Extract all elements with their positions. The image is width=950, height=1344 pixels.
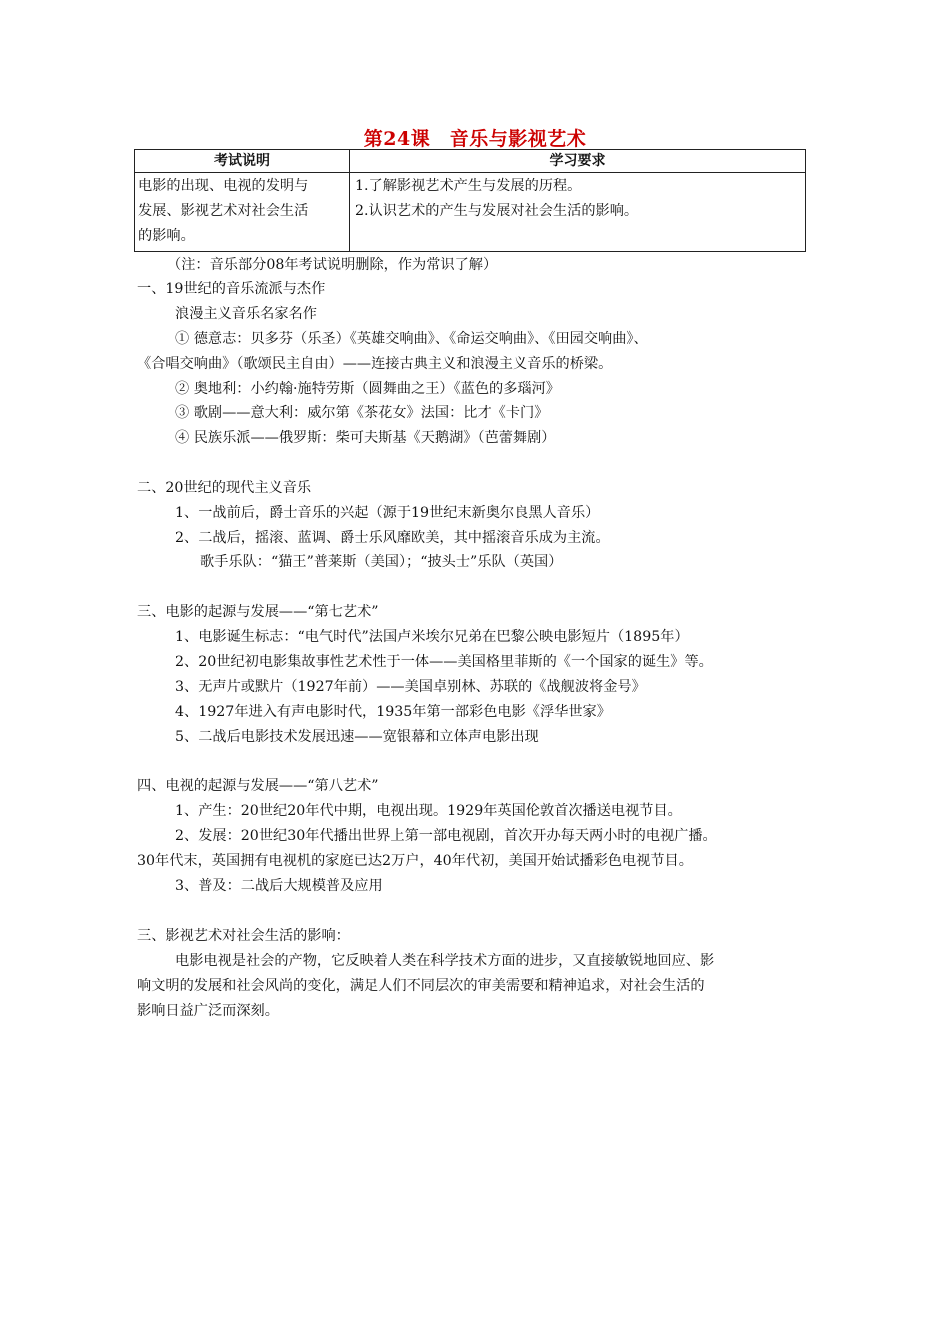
list-item: 1、电影诞生标志：“电气时代”法国卢米埃尔兄弟在巴黎公映电影短片（1895年）: [175, 629, 689, 645]
section-heading: 三、电影的起源与发展——“第七艺术”: [137, 604, 379, 620]
table-row: [135, 173, 806, 252]
requirements-cell: [350, 173, 806, 252]
table-header-row: [135, 150, 806, 173]
exam-desc-line: 的影响。: [138, 228, 195, 244]
section-heading: 四、电视的起源与发展——“第八艺术”: [137, 778, 379, 794]
exam-desc-line: 电影的出现、电视的发明与: [138, 178, 309, 194]
list-item: 30年代末，英国拥有电视机的家庭已达2万户，40年代初，美国开始试播彩色电视节目。: [137, 853, 693, 869]
note-text: （注：音乐部分08年考试说明删除，作为常识了解）: [167, 257, 498, 273]
list-item: 2、二战后，摇滚、蓝调、爵士乐风靡欧美，其中摇滚音乐成为主流。: [175, 530, 610, 546]
list-item: 5、二战后电影技术发展迅速——宽银幕和立体声电影出现: [175, 729, 539, 745]
exam-description-cell: [135, 173, 350, 252]
paragraph-line: 响文明的发展和社会风尚的变化，满足人们不同层次的审美需要和精神追求，对社会生活的: [137, 978, 705, 994]
list-item: 3、普及：二战后大规模普及应用: [175, 878, 383, 894]
list-item: 《合唱交响曲》（歌颂民主自由）——连接古典主义和浪漫主义音乐的桥梁。: [137, 356, 613, 372]
requirement-item: 2.认识艺术的产生与发展对社会生活的影响。: [355, 203, 639, 219]
exam-requirements-table: [134, 149, 806, 252]
list-item: 歌手乐队：“猫王”普莱斯（美国）；“披头士”乐队（英国）: [200, 554, 563, 570]
section-heading: 一、19世纪的音乐流派与杰作: [137, 281, 326, 297]
list-item: 1、一战前后，爵士音乐的兴起（源于19世纪末新奥尔良黑人音乐）: [175, 505, 600, 521]
exam-desc-line: 发展、影视艺术对社会生活: [138, 203, 309, 219]
list-item: 4、1927年进入有声电影时代，1935年第一部彩色电影《浮华世家》: [175, 704, 611, 720]
list-item: 1、产生：20世纪20年代中期，电视出现。1929年英国伦敦首次播送电视节目。: [175, 803, 682, 819]
header-exam-description: 考试说明: [135, 150, 350, 173]
section-heading: 三、影视艺术对社会生活的影响：: [137, 928, 350, 944]
requirement-item: 1.了解影视艺术产生与发展的历程。: [355, 178, 582, 194]
list-item: ② 奥地利：小约翰·施特劳斯（圆舞曲之王）《蓝色的多瑙河》: [175, 381, 560, 397]
page-title: 第24课 音乐与影视艺术: [363, 128, 587, 150]
section-heading: 二、20世纪的现代主义音乐: [137, 480, 312, 496]
list-item: 2、20世纪初电影集故事性艺术性于一体——美国格里菲斯的《一个国家的诞生》等。: [175, 654, 713, 670]
list-item: ③ 歌剧——意大利：威尔第《茶花女》法国：比才《卡门》: [175, 405, 549, 421]
header-learning-requirements: 学习要求: [350, 150, 806, 173]
paragraph-line: 电影电视是社会的产物，它反映着人类在科学技术方面的进步，又直接敏锐地回应、影: [175, 953, 715, 969]
list-item: ① 德意志：贝多芬（乐圣）《英雄交响曲》、《命运交响曲》、《田园交响曲》、: [175, 331, 648, 347]
list-item: ④ 民族乐派——俄罗斯：柴可夫斯基《天鹅湖》（芭蕾舞剧）: [175, 430, 556, 446]
list-item: 2、发展：20世纪30年代播出世界上第一部电视剧，首次开办每天两小时的电视广播。: [175, 828, 717, 844]
list-item: 3、无声片或默片（1927年前）——美国卓别林、苏联的《战舰波将金号》: [175, 679, 646, 695]
section-subheading: 浪漫主义音乐名家名作: [175, 306, 317, 322]
paragraph-line: 影响日益广泛而深刻。: [137, 1003, 279, 1019]
